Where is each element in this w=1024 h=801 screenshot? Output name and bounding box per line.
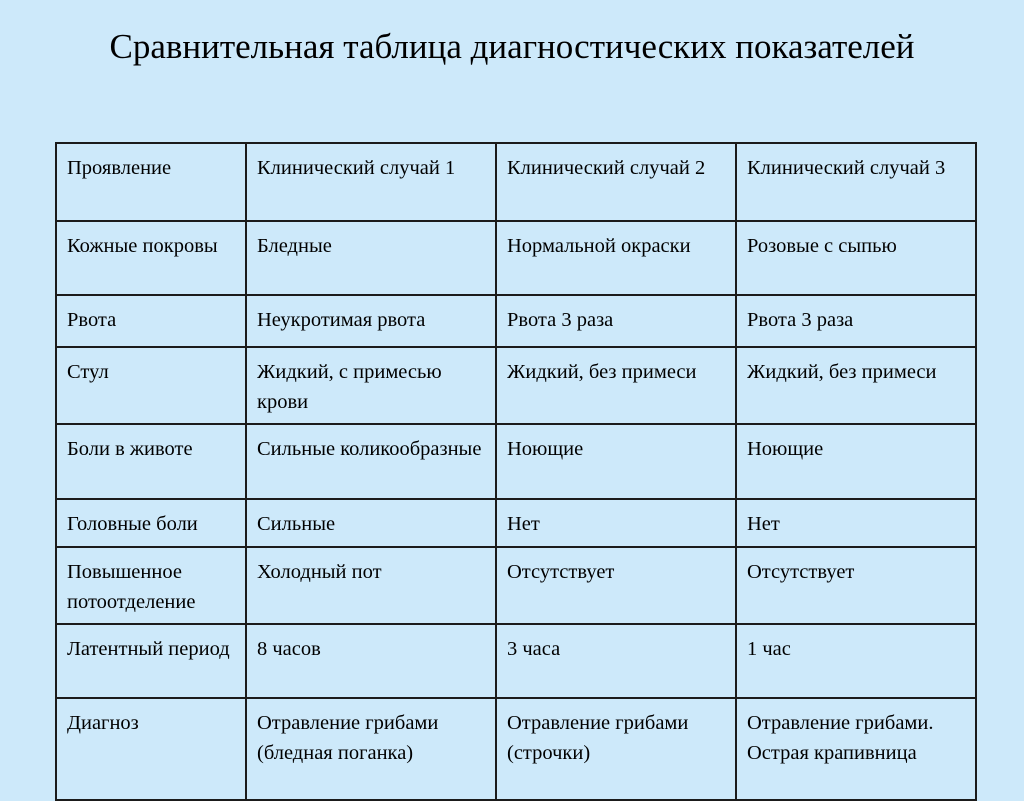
row-label-sweating: Повышенное потоотделение [56, 547, 246, 624]
table-row [56, 295, 976, 347]
table-row [56, 698, 976, 800]
cell-latent-period-case-2: 3 часа [496, 624, 736, 698]
cell-stool-case-3: Жидкий, без примеси [736, 347, 976, 424]
column-header-case-3: Клинический случай 3 [736, 143, 976, 221]
cell-vomit-case-1: Неукротимая рвота [246, 295, 496, 347]
cell-vomit-case-2: Рвота 3 раза [496, 295, 736, 347]
row-label-latent-period: Латентный период [56, 624, 246, 698]
cell-diagnosis-case-3: Отравление грибами. Острая крапивница [736, 698, 976, 800]
cell-skin-case-3: Розовые с сыпью [736, 221, 976, 295]
cell-skin-case-1: Бледные [246, 221, 496, 295]
cell-diagnosis-case-1: Отравление грибами (бледная поганка) [246, 698, 496, 800]
page-title: Сравнительная таблица диагностических показателей [109, 27, 915, 66]
row-label-headache: Головные боли [56, 499, 246, 547]
table-row [56, 221, 976, 295]
cell-headache-case-3: Нет [736, 499, 976, 547]
cell-stool-case-2: Жидкий, без примеси [496, 347, 736, 424]
cell-stool-case-1: Жидкий, с примесью крови [246, 347, 496, 424]
table-row [56, 624, 976, 698]
table-header-row [56, 143, 976, 221]
table-row [56, 347, 976, 424]
cell-vomit-case-3: Рвота 3 раза [736, 295, 976, 347]
column-header-case-2: Клинический случай 2 [496, 143, 736, 221]
row-label-skin: Кожные покровы [56, 221, 246, 295]
table-row [56, 547, 976, 624]
table-row [56, 499, 976, 547]
cell-sweating-case-1: Холодный пот [246, 547, 496, 624]
cell-sweating-case-3: Отсутствует [736, 547, 976, 624]
table-row [56, 424, 976, 499]
row-label-diagnosis: Диагноз [56, 698, 246, 800]
cell-skin-case-2: Нормальной окраски [496, 221, 736, 295]
comparison-table [55, 142, 977, 801]
row-label-abdominal-pain: Боли в животе [56, 424, 246, 499]
cell-abdominal-pain-case-2: Ноющие [496, 424, 736, 499]
column-header-case-1: Клинический случай 1 [246, 143, 496, 221]
cell-abdominal-pain-case-3: Ноющие [736, 424, 976, 499]
cell-sweating-case-2: Отсутствует [496, 547, 736, 624]
cell-diagnosis-case-2: Отравление грибами (строчки) [496, 698, 736, 800]
row-label-vomit: Рвота [56, 295, 246, 347]
comparison-table-container [55, 142, 975, 801]
cell-headache-case-1: Сильные [246, 499, 496, 547]
column-header-manifestation: Проявление [56, 143, 246, 221]
cell-abdominal-pain-case-1: Сильные коликообразные [246, 424, 496, 499]
cell-headache-case-2: Нет [496, 499, 736, 547]
cell-latent-period-case-1: 8 часов [246, 624, 496, 698]
row-label-stool: Стул [56, 347, 246, 424]
cell-latent-period-case-3: 1 час [736, 624, 976, 698]
